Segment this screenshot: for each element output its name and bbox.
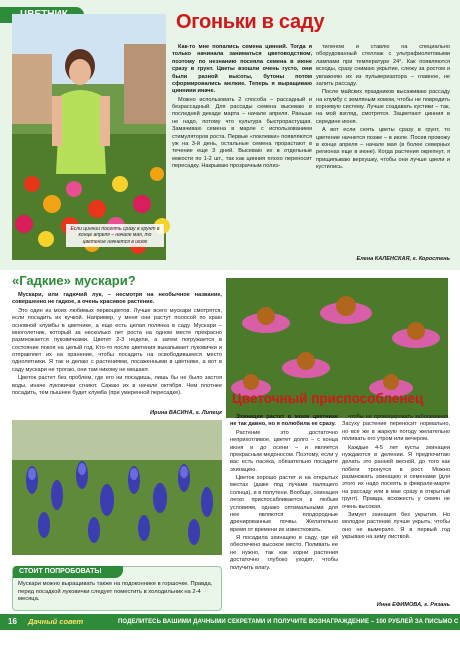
echinacea-signature: Инна ЕФИМОВА, г. Рязань bbox=[376, 602, 450, 608]
article-title: Огоньки в саду bbox=[176, 11, 325, 33]
echinacea-paragraph: Растение это достаточно неприхотливое, цветет долго – с конца июня и до осени – и является прекрасным медоносом. Поэтому, если у вас есть пасека, обязательно посадите эхинацею. bbox=[230, 429, 338, 473]
muscari-flowers-photo bbox=[12, 420, 222, 555]
footer-promo-text: ПОДЕЛИТЕСЬ ВАШИМИ ДАЧНЫМИ СЕКРЕТАМИ И ПОЛУЧИТЕ ВОЗНАГРАЖДЕНИЕ – 100 РУБЛЕЙ ЗА ПИСЬМО С ФОТО! bbox=[118, 619, 459, 641]
zinnia-column-1 bbox=[172, 44, 312, 262]
echinacea-paragraph: чтобы не провоцировать заболевания. Засуху растение переносит нормально, но все же в жаркую погоду желательно поливать его утром или вечером. bbox=[342, 414, 450, 443]
page-footer bbox=[0, 614, 460, 641]
tip-text: Мускари можно выращивать также на подоконнике в горшочке. Правда, перед посадкой луковички следует поместить в холодильник на 2-4 месяца. bbox=[18, 581, 213, 603]
echinacea-title: Цветочный приспособленец bbox=[232, 391, 424, 406]
muscari-text bbox=[12, 292, 222, 418]
echinacea-paragraph: Цветок хорошо растет и на открытых местах (даже под лучами палящего солнца), и в полутени. Вообще, эхинацея легко приспосабливается к любым условиям, однако оптимальными для нее являются плодородные дренированные почвы. Желательно время от времени их известковать. bbox=[230, 475, 338, 533]
muscari-lead: Мускари, или гадючий лук, – несмотря на необычное название, совершенно не гадкое, а очень красивое растение. bbox=[12, 292, 222, 306]
tip-title: СТОИТ ПОПРОБОВАТЬ! bbox=[13, 566, 123, 578]
page-number: 16 bbox=[8, 617, 17, 626]
muscari-paragraph: Цветок растет без проблем, где его ни посадишь, лишь бы не было застоя воды, иначе луковички сгниют. Сажаю их в начале октября. Чем плотнее посадить, тем пышнее будет клумба (при умеренной пересадке). bbox=[12, 375, 222, 396]
photo-caption: Если циннии посеять сразу в грунт в конце апреля – начале мая, то цветение начнется в июле bbox=[66, 224, 164, 247]
echinacea-paragraph: Зимует эхинацея без укрытия. Но молодое растение лучше укрыть, чтобы оно не вымерзло. Я в первый год укрываю на зиму листвой. bbox=[342, 511, 450, 540]
magazine-name: Дачный совет bbox=[28, 617, 84, 626]
muscari-signature: Ирина ВАСИНА, г. Липецк bbox=[12, 410, 222, 419]
zinnia-signature: Елена КАЛЕНСКАЯ, г. Коростень bbox=[356, 256, 450, 262]
echinacea-paragraph: Каждые 4-5 лет кусты эхинацеи нуждаются в делении. Я предпочитаю делать это ранней весной, до того как побеги тронутся в рост. Можно размножать эхинацею и семенами (для этого их надо посеять в феврале-марте на рассаду или в мае сразу в открытый грунт). Правда, всхожесть у семян не очень высокая. bbox=[342, 444, 450, 510]
echinacea-column-1 bbox=[230, 414, 338, 610]
zinnia-paragraph: А вот если сеять цветы сразу в грунт, то цветение начнется позже – в июле. Посев провожу в конце апреля – начале мая (в более северных регионах еще в июне). Когда растения окрепнут, я прищипываю верхушку, чтобы они лучше цвели и кустились. bbox=[316, 127, 450, 170]
muscari-paragraph: Это один из моих любимых первоцветов. Лучше всего мускари смотрятся, если посадить их кучкой. Например, у меня они растут полосой по краю основной клумбы в цветнике, а еще есть целая полянка в саду. Мускари – многолетник, который за несколько лет роста на одном месте прекрасно размножается луковичками. Цветет 2-3 недели, а затем погружается в состояние покоя на целый год. Кто-то после цветения выкапывает луковички и отправляет их на хранение, чтобы посадить на освободившееся место однолетники. Я так и делаю с растениями, посаженными в цветнике, а вот в саду мускари не трогаю, они там никому не мешают. bbox=[12, 307, 222, 373]
echinacea-paragraph: Я посадила эхинацею в саду, где ей обеспечено высокое место. Поливать ее не нужно, так как корни растения достаточно глубоко уходят, чтобы получить влагу. bbox=[230, 535, 338, 571]
echinacea-lead: Эхинацея растет в моем цветнике не так давно, но я полюбила ее сразу. bbox=[230, 414, 338, 428]
zinnia-paragraph: После майских праздников высаживаю рассаду на клумбу с земляным комом, чтобы не повредить корневую систему. Лучше создавать кустики – так, на мой взгляд, смотрятся. Зацветают цинния в середине июня. bbox=[316, 89, 450, 125]
muscari-title: «Гадкие» мускари? bbox=[12, 273, 136, 288]
zinnia-paragraph: тиленом и ставлю на специально оборудованный стеллаж с ультрафиолетовыми лампами при температуре 24°. Как появляются всходы, сразу снимаю укрытие, слежу за ростом и увлажняю их из пульверизатора – главное, не залить рассаду. bbox=[316, 44, 450, 87]
zinnia-paragraph: Как-то мне попались семена цинний. Тогда я только начинала заниматься цветоводством, поэтому по незнанию посеяла семена в июне сразу в грунт. Цветы взошли очень густо, они были разной высоты, бутоны потом сформировались мелкие. Теперь я выращиваю цинниии иначе. bbox=[172, 44, 312, 95]
echinacea-column-2 bbox=[342, 414, 450, 600]
tip-box bbox=[12, 566, 222, 611]
zinnia-paragraph: Можно использовать 2 способа – рассадный и безрассадный. Для рассады семена высеваю в последней декаде марта – начале апреля. Раньше не надо, потому что культура быстрорастущая. Замачиваю семена в марле с использованием стимуляторов роста. Первые «поклевки» появляются уж на 3-й день, остальные семена прорастают в течение еще 3 дней. Высеваю их в отдельные емкости по 1-2 шт., так как цинния плохо переносит пересадку. Накрываю прозрачным полиэ- bbox=[172, 96, 312, 169]
zinnia-column-2 bbox=[316, 44, 450, 254]
